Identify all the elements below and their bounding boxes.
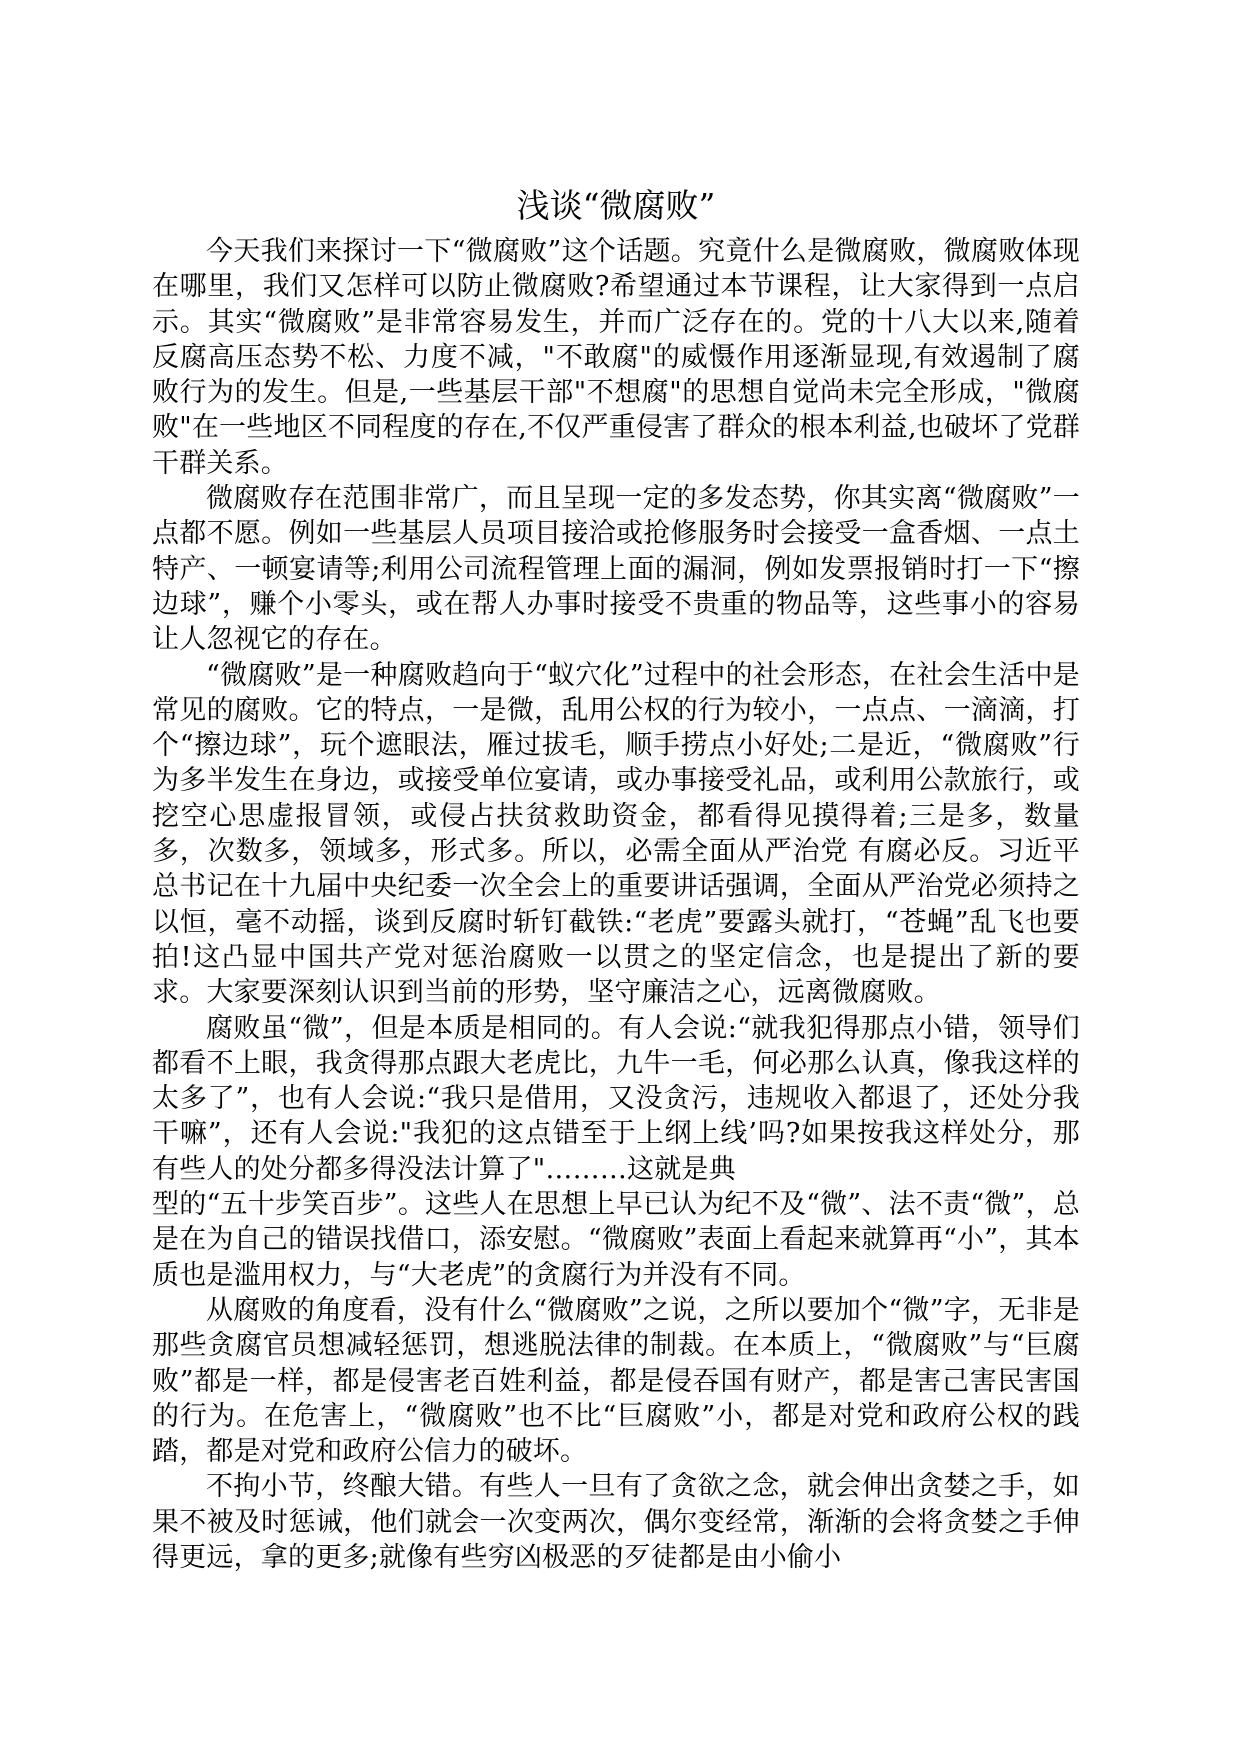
paragraph-characteristics: “微腐败”是一种腐败趋向于“蚁穴化”过程中的社会形态，在社会生活中是常见的腐败。它的特点，一是微，乱用公权的行为较小，一点点、一滴滴，打个“擦边球”，玩个遮眼法，雁过拔毛，顺手捞点小好处;二是近，“微腐败”行为多半发生在身边，或接受单位宴请，或办事接受礼品，或利用公款旅行，或挖空心思虚报冒领，或侵占扶贫救助资金，都看得见摸得着;三是多，数量多，次数多，领域多，形式多。所以，必需全面从严治党 有腐必反。习近平总书记在十九届中央纪委一次全会上的重要讲话强调，全面从严治党必须持之以恒，毫不动摇，谈到反腐时斩钉截铁:“老虎”要露头就打，“苍蝇”乱飞也要拍!这凸显中国共产党对惩治腐败一以贯之的坚定信念，也是提出了新的要求。大家要深刻认识到当前的形势，坚守廉洁之心，远离微腐败。 — [152, 659, 1080, 1009]
paragraph-excuses: 腐败虽“微”，但是本质是相同的。有人会说:“就我犯得那点小错，领导们都看不上眼，我贪得那点跟大老虎比，九牛一毛，何必那么认真，像我这样的太多了”，也有人会说:“我只是借用，又没贪污，违规收入都退了，还处分我干嘛”，还有人会说:"我犯的这点错至于上纲上线’吗?如果按我这样处分，那有些人的处分都多得没法计算了"………这就是典 — [152, 1012, 1080, 1185]
paragraph-essence: 从腐败的角度看，没有什么“微腐败”之说，之所以要加个“微”字，无非是那些贪腐官员想减轻惩罚，想逃脱法律的制裁。在本质上，“微腐败”与“巨腐败”都是一样，都是侵害老百姓利益，都是侵吞国有财产，都是害己害民害国的行为。在危害上，“微腐败”也不比“巨腐败”小，都是对党和政府公权的践踏，都是对党和政府公信力的破坏。 — [152, 1294, 1080, 1468]
document-page — [152, 180, 1080, 1575]
paragraph-small-matters: 不拘小节，终酿大错。有些人一旦有了贪欲之念，就会伸出贪婪之手，如果不被及时惩诫，他们就会一次变两次，偶尔变经常，渐渐的会将贪婪之手伸得更远，拿的更多;就像有些穷凶极恶的歹徒都是由小偷小 — [152, 1471, 1080, 1573]
paragraph-excuses-continued: 型的“五十步笑百步”。这些人在思想上早已认为纪不及“微”、法不责“微”，总是在为自己的错误找借口，添安慰。“微腐败”表面上看起来就算再“小”，其本质也是滥用权力，与“大老虎”的贪腐行为并没有不同。 — [152, 1189, 1080, 1291]
document-title: 浅谈“微腐败” — [516, 186, 716, 225]
paragraph-intro: 今天我们来探讨一下“微腐败”这个话题。究竟什么是微腐败，微腐败体现在哪里，我们又怎样可以防止微腐败?希望通过本节课程，让大家得到一点启示。其实“微腐败”是非常容易发生，并而广泛存在的。党的十八大以来,随着反腐高压态势不松、力度不减，"不敢腐"的威慑作用逐渐显现,有效遏制了腐败行为的发生。但是,一些基层干部"不想腐"的思想自觉尚未完全形成，"微腐败"在一些地区不同程度的存在,不仅严重侵害了群众的根本利益,也破坏了党群干群关系。 — [152, 236, 1080, 479]
paragraph-scope: 微腐败存在范围非常广，而且呈现一定的多发态势，你其实离“微腐败”一点都不愿。例如一些基层人员项目接洽或抢修服务时会接受一盒香烟、一点土特产、一顿宴请等;利用公司流程管理上面的漏洞，例如发票报销时打一下“擦边球”，赚个小零头，或在帮人办事时接受不贵重的物品等，这些事小的容易让人忽视它的存在。 — [152, 483, 1080, 656]
